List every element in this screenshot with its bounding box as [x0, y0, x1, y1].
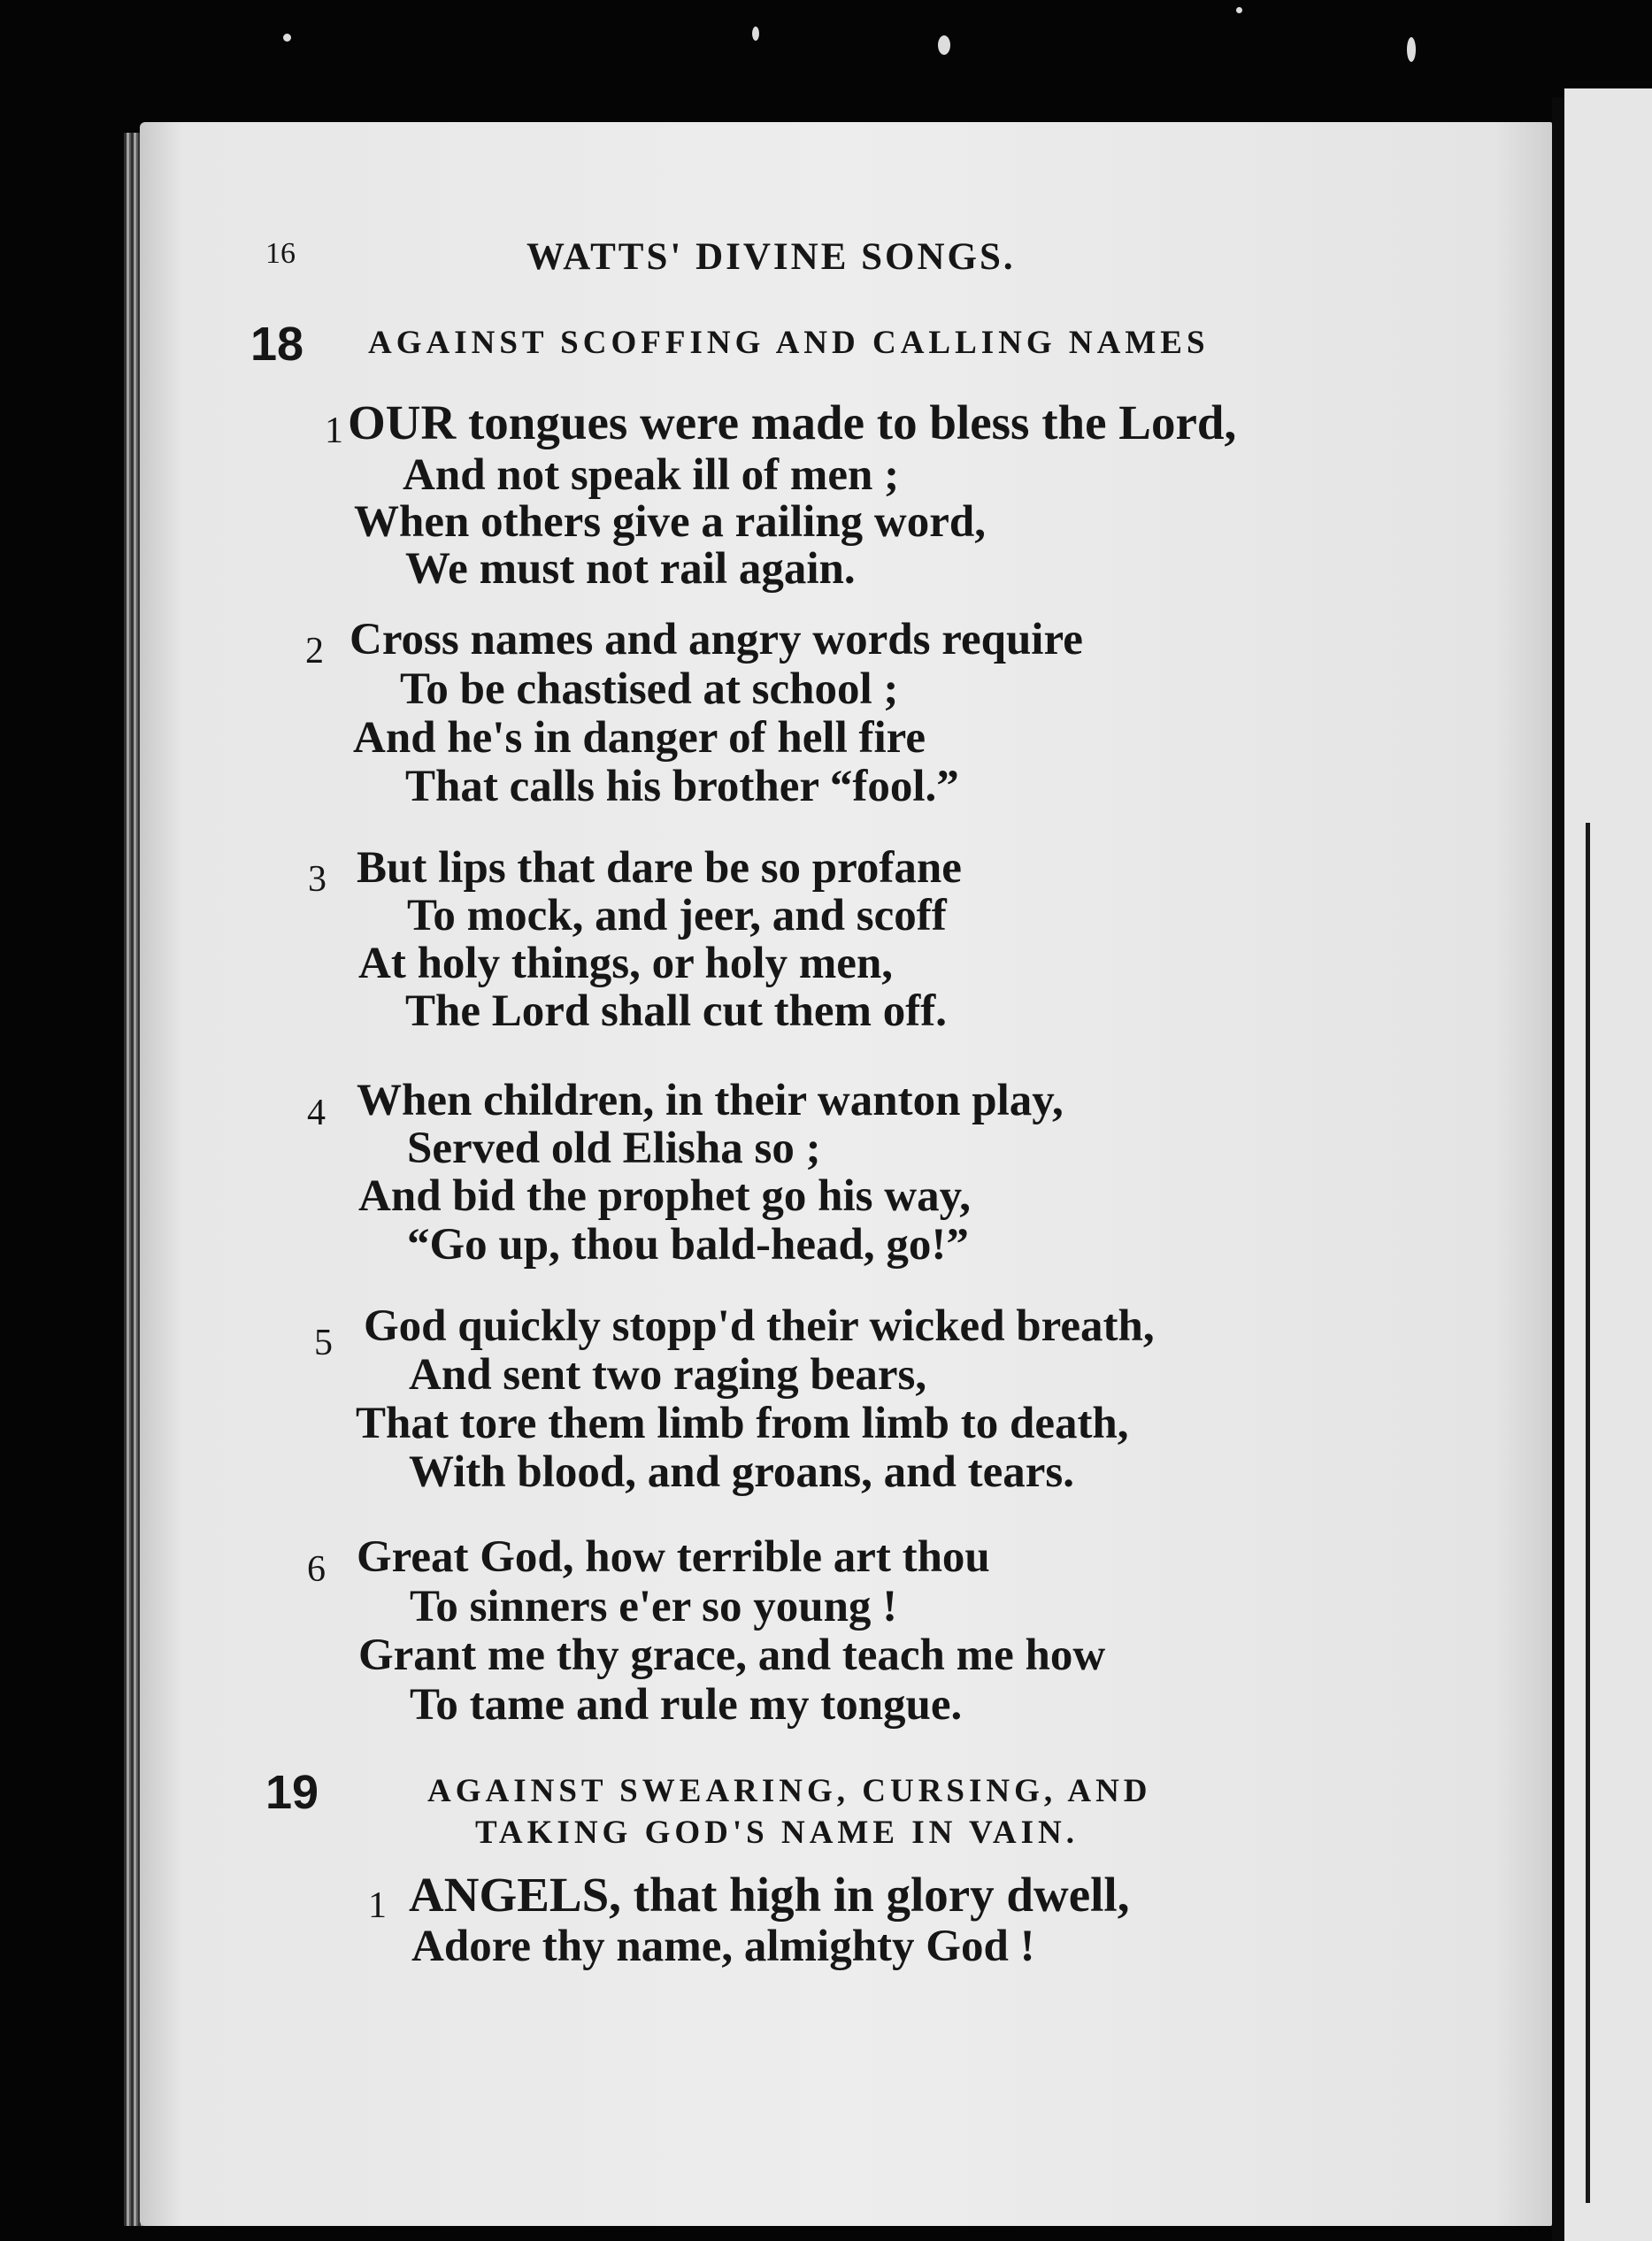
- verse-line: And bid the prophet go his way,: [358, 1171, 972, 1221]
- verse-line: Served old Elisha so ;: [407, 1124, 821, 1173]
- verse-line: Adore thy name, almighty God !: [411, 1922, 1035, 1971]
- verse-line: ANGELS, that high in glory dwell,: [409, 1868, 1130, 1922]
- verse-number: 2: [305, 631, 324, 672]
- hymn-title: TAKING GOD'S NAME IN VAIN.: [475, 1815, 1080, 1851]
- verse-line: Great God, how terrible art thou: [357, 1532, 990, 1582]
- verse-number: 5: [314, 1323, 333, 1363]
- hymn-number: 18: [250, 318, 304, 371]
- running-head: WATTS' DIVINE SONGS.: [526, 236, 1016, 278]
- verse-line: To mock, and jeer, and scoff: [407, 891, 947, 940]
- verse-line: God quickly stopp'd their wicked breath,: [364, 1301, 1155, 1351]
- verse-line: And not speak ill of men ;: [403, 450, 900, 500]
- verse-line: We must not rail again.: [405, 544, 856, 594]
- verse-line: To be chastised at school ;: [400, 664, 899, 714]
- verse-line: To tame and rule my tongue.: [410, 1680, 963, 1730]
- page-number: 16: [265, 237, 296, 270]
- verse-number: 1: [368, 1885, 387, 1926]
- film-speck: [1236, 7, 1242, 13]
- verse-line: But lips that dare be so profane: [357, 843, 962, 893]
- verse-line: That calls his brother “fool.”: [405, 762, 959, 811]
- verse-line: To sinners e'er so young !: [410, 1582, 898, 1631]
- verse-line: OUR tongues were made to bless the Lord,: [348, 395, 1237, 449]
- verse-line: With blood, and groans, and tears.: [409, 1447, 1074, 1497]
- facing-page-rule: [1586, 823, 1590, 2203]
- verse-number: 6: [307, 1549, 326, 1590]
- verse-line: When others give a railing word,: [354, 497, 986, 547]
- verse-line: And he's in danger of hell fire: [353, 713, 926, 763]
- verse-line: That tore them limb from limb to death,: [356, 1399, 1129, 1448]
- film-speck: [752, 27, 759, 41]
- facing-page-edge: [1564, 88, 1652, 2241]
- verse-line: And sent two raging bears,: [409, 1350, 927, 1400]
- verse-line: Cross names and angry words require: [350, 615, 1083, 664]
- verse-number: 4: [307, 1093, 326, 1133]
- page-gutter: [1552, 97, 1564, 2241]
- verse-line: When children, in their wanton play,: [357, 1076, 1064, 1125]
- hymn-title: AGAINST SWEARING, CURSING, AND: [427, 1773, 1152, 1809]
- film-speck: [938, 35, 950, 55]
- film-speck: [1407, 37, 1416, 62]
- verse-number: 3: [308, 859, 327, 900]
- hymn-number: 19: [265, 1766, 319, 1819]
- film-speck: [283, 34, 291, 42]
- verse-line: At holy things, or holy men,: [358, 939, 894, 988]
- verse-line: “Go up, thou bald-head, go!”: [407, 1220, 969, 1270]
- hymn-title: AGAINST SCOFFING AND CALLING NAMES: [368, 325, 1210, 361]
- verse-line: Grant me thy grace, and teach me how: [358, 1631, 1106, 1680]
- verse-line: The Lord shall cut them off.: [405, 986, 947, 1036]
- verse-number: 1: [325, 411, 343, 451]
